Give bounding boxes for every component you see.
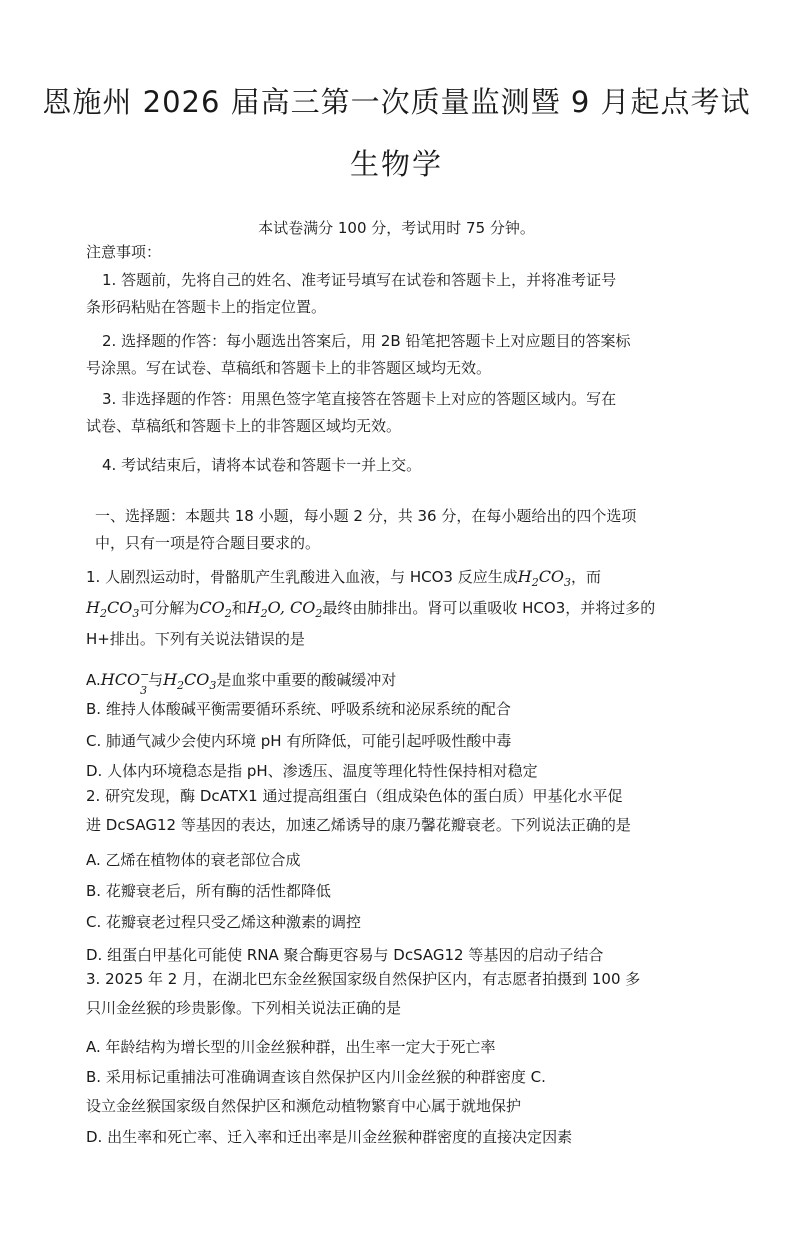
question-1-option-b: B. 维持人体酸碱平衡需要循环系统、呼吸系统和泌尿系统的配合: [86, 700, 511, 718]
math-h2co3: $H_2CO_3$: [163, 670, 217, 693]
notice-line: 号涂黑。写在试卷、草稿纸和答题卡上的非答题区域均无效。: [86, 359, 492, 377]
notice-line: 1. 答题前，先将自己的姓名、准考证号填写在试卷和答题卡上，并将准考证号: [102, 271, 617, 289]
question-3-line: 3. 2025 年 2 月，在湖北巴东金丝猴国家级自然保护区内，有志愿者拍摄到 100 多: [86, 970, 641, 988]
question-3-option-a: A. 年龄结构为增长型的川金丝猴种群，出生率一定大于死亡率: [86, 1038, 496, 1056]
question-3-option-c: 设立金丝猴国家级自然保护区和濒危动植物繁育中心属于就地保护: [86, 1097, 522, 1115]
question-3-option-b: B. 采用标记重捕法可准确调查该自然保护区内川金丝猴的种群密度 C.: [86, 1068, 546, 1086]
question-2-option-a: A. 乙烯在植物体的衰老部位合成: [86, 851, 301, 869]
question-2-line: 2. 研究发现，酶 DcATX1 通过提高组蛋白（组成染色体的蛋白质）甲基化水平促: [86, 787, 623, 805]
math-h2co3: $H_2CO_3$: [517, 567, 572, 590]
score-time-line: 本试卷满分 100 分，考试用时 75 分钟。: [258, 219, 535, 237]
question-2-option-d: D. 组蛋白甲基化可能使 RNA 聚合酶更容易与 DcSAG12 等基因的启动子结合: [86, 946, 604, 964]
question-1-option-d: D. 人体内环境稳态是指 pH、渗透压、温度等理化特性保持相对稳定: [86, 762, 538, 780]
math-hco3-minus: HCO − 3: [100, 668, 150, 697]
notice-line: 2. 选择题的作答：每小题选出答案后，用 2B 铅笔把答题卡上对应题目的答案标: [102, 332, 631, 350]
exam-title: 恩施州 2026 届高三第一次质量监测暨 9 月起点考试: [42, 85, 751, 119]
question-1-option-c: C. 肺通气减少会使内环境 pH 有所降低，可能引起呼吸性酸中毒: [86, 732, 512, 750]
subject-title: 生物学: [349, 147, 443, 181]
notice-line: 试卷、草稿纸和答题卡上的非答题区域均无效。: [86, 417, 402, 435]
section-heading-line: 中，只有一项是符合题目要求的。: [95, 534, 321, 552]
notice-line: 3. 非选择题的作答：用黑色签字笔直接答在答题卡上对应的答题区域内。写在: [102, 390, 617, 408]
notice-heading: 注意事项：: [86, 243, 162, 261]
math-h2o-co2: $H_2O$, $CO_2$: [246, 598, 323, 621]
question-1-line-2: $H_2CO_3$可分解为$CO_2$和$H_2O$, $CO_2$最终由肺排出。肾可以重吸收 HCO3，并将过多的: [86, 598, 656, 621]
question-3-line: 只川金丝猴的珍贵影像。下列相关说法正确的是: [86, 999, 402, 1017]
section-heading-line: 一、选择题：本题共 18 小题，每小题 2 分，共 36 分，在每小题给出的四个选项: [95, 507, 637, 525]
question-2-line: 进 DcSAG12 等基因的表达，加速乙烯诱导的康乃馨花瓣衰老。下列说法正确的是: [86, 816, 631, 834]
question-1-option-a: A.HCO − 3 与$H_2CO_3$是血浆中重要的酸碱缓冲对: [86, 668, 397, 697]
math-h2co3: $H_2CO_3$: [86, 598, 140, 621]
question-2-option-c: C. 花瓣衰老过程只受乙烯这种激素的调控: [86, 913, 362, 931]
notice-line: 4. 考试结束后，请将本试卷和答题卡一并上交。: [102, 456, 422, 474]
math-co2: $CO_2$: [199, 598, 232, 621]
question-2-option-b: B. 花瓣衰老后，所有酶的活性都降低: [86, 882, 331, 900]
question-1-line-3: H+排出。下列有关说法错误的是: [86, 630, 305, 648]
question-1-line-1: 1. 人剧烈运动时，骨骼肌产生乳酸进入血液，与 HCO3 反应生成$H_2CO_3$，而: [86, 567, 602, 590]
question-3-option-d: D. 出生率和死亡率、迁入率和迁出率是川金丝猴种群密度的直接决定因素: [86, 1128, 573, 1146]
notice-line: 条形码粘贴在答题卡上的指定位置。: [86, 298, 327, 316]
